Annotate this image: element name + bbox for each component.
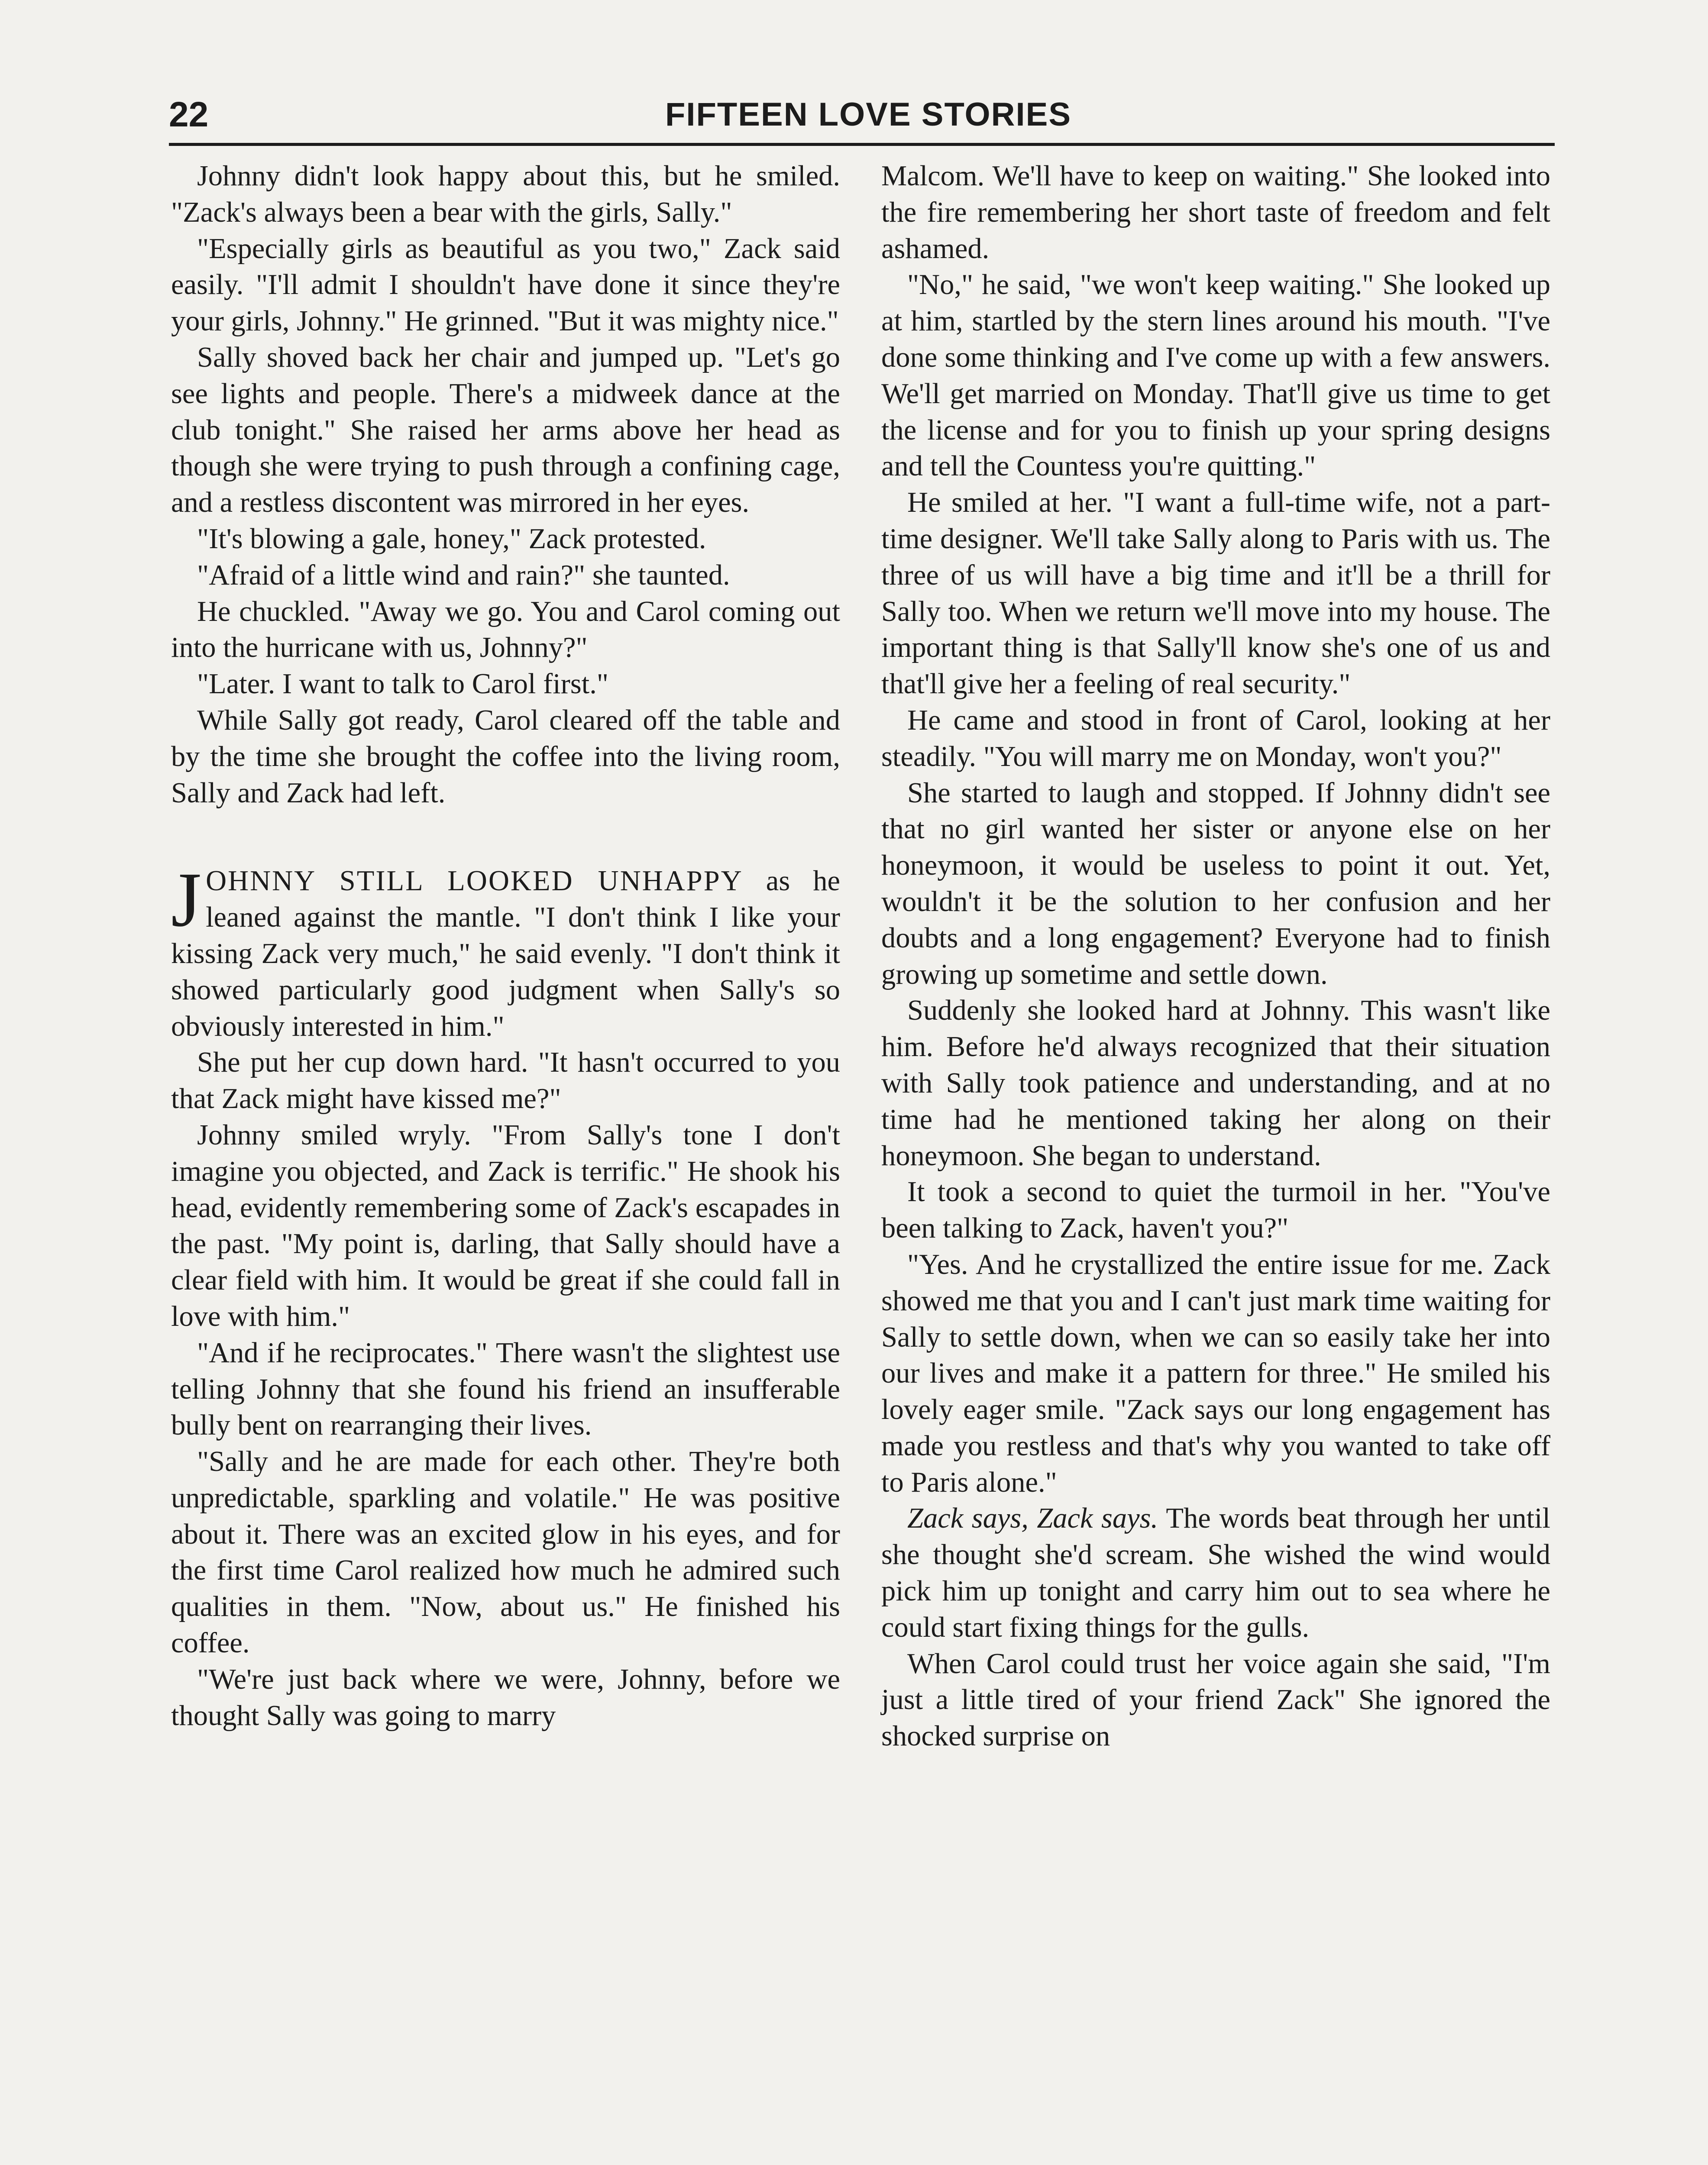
right-column [881,158,1550,1755]
drop-cap: J [171,856,202,943]
section-lede [171,856,840,1044]
paragraph: She put her cup down hard. "It hasn't occurred to you that Zack might have kissed me?" [171,1047,840,1115]
paragraph: Johnny smiled wryly. "From Sally's tone I don't imagine you objected, and Zack is terrific." He shook his head, evidently remembering some of Zack's escapades in the past. "My point is, darling, that Sally should have a clear field with him. It would be great if she could fall in love with him." [171,1119,840,1332]
paragraph: Malcom. We'll have to keep on waiting." She looked into the fire remembering her short taste of freedom and felt ashamed. [881,160,1550,265]
left-column [171,158,840,1734]
paragraph: When Carol could trust her voice again she said, "I'm just a little tired of your friend Zack" She ignored the shocked surprise on [881,1648,1550,1752]
paragraph: Johnny didn't look happy about this, but he smiled. "Zack's always been a bear with the girls, Sally." [171,160,840,228]
lede-caps: OHNNY STILL LOOKED UNHAPPY [206,865,743,897]
section-break [171,811,840,863]
header-rule [169,143,1555,146]
paragraph: "Afraid of a little wind and rain?" she taunted. [197,559,730,591]
paragraph: "Yes. And he crystallized the entire issue for me. Zack showed me that you and I can't just mark time waiting for Sally to settle down, when we can so easily take her into our lives and make it a pattern for three." He smiled his lovely eager smile. "Zack says our long engagement has made you restless and that's why you wanted to take off to Paris alone." [881,1248,1550,1498]
paragraph: "Sally and he are made for each other. They're both unpredictable, sparkling and volatile." He was positive about it. There was an excited glow in his eyes, and for the first time Carol realized how much he admired such qualities in them. "Now, about us." He finished his coffee. [171,1446,840,1659]
paragraph: Sally shoved back her chair and jumped up. "Let's go see lights and people. There's a midweek dance at the club tonight." She raised her arms above her head as though she were trying to push through a confining cage, and a restless discontent was mirrored in her eyes. [171,341,840,519]
paragraph: "We're just back where we were, Johnny, before we thought Sally was going to marry [171,1663,840,1732]
paragraph: He chuckled. "Away we go. You and Carol coming out into the hurricane with us, Johnny?" [171,595,840,664]
lede-text: as he leaned against the mantle. "I don't think I like your kissing Zack very much," he said evenly. "I don't think it showed particularly good judgment when Sally's so obviously interested in him." [171,865,840,1042]
running-title: FIFTEEN LOVE STORIES [665,96,1072,133]
paragraph: Suddenly she looked hard at Johnny. This wasn't like him. Before he'd always recognized that their situation with Sally took patience and understanding, and at no time had he mentioned taking her along on their honeymoon. She began to understand. [881,995,1550,1172]
paragraph: It took a second to quiet the turmoil in her. "You've been talking to Zack, haven't you?" [881,1176,1550,1244]
paragraph: "Later. I want to talk to Carol first." [197,668,608,700]
italic-phrase: Zack says, Zack says. [907,1503,1158,1535]
paragraph: "And if he reciprocates." There wasn't the slightest use telling Johnny that she found his friend an insufferable bully bent on rearranging their lives. [171,1337,840,1441]
paragraph: "It's blowing a gale, honey," Zack protested. [197,523,706,555]
paragraph-text: The words beat through her until she thought she'd scream. She wished the wind would pick him up tonight and carry him out to sea where he could start fixing things for the gulls. [881,1503,1550,1643]
page-header [169,91,1568,139]
paragraph: "Especially girls as beautiful as you two," Zack said easily. "I'll admit I shouldn't have done it since they're your girls, Johnny." He grinned. "But it was mighty nice." [171,233,840,337]
paragraph: He smiled at her. "I want a full-time wife, not a part-time designer. We'll take Sally along to Paris with us. The three of us will have a big time and it'll be a thrill for Sally too. When we return we'll move into my house. The important thing is that Sally'll know she's one of us and that'll give her a feeling of real security." [881,487,1550,700]
paragraph: He came and stood in front of Carol, looking at her steadily. "You will marry me on Monday, won't you?" [881,704,1550,772]
paragraph: She started to laugh and stopped. If Johnny didn't see that no girl wanted her sister or anyone else on her honeymoon, it would be useless to point it out. Yet, wouldn't it be the solution to her confusion and her doubts and a long engagement? Everyone had to finish growing up sometime and settle down. [881,777,1550,990]
paragraph: "No," he said, "we won't keep waiting." She looked up at him, startled by the stern lines around his mouth. "I've done some thinking and I've come up with a few answers. We'll get married on Monday. That'll give us time to get the license and for you to finish up your spring designs and tell the Countess you're quitting." [881,269,1550,482]
paragraph: While Sally got ready, Carol cleared off the table and by the time she brought the coffee into the living room, Sally and Zack had left. [171,704,840,809]
paragraph [881,1500,1550,1645]
page-number: 22 [169,95,209,134]
